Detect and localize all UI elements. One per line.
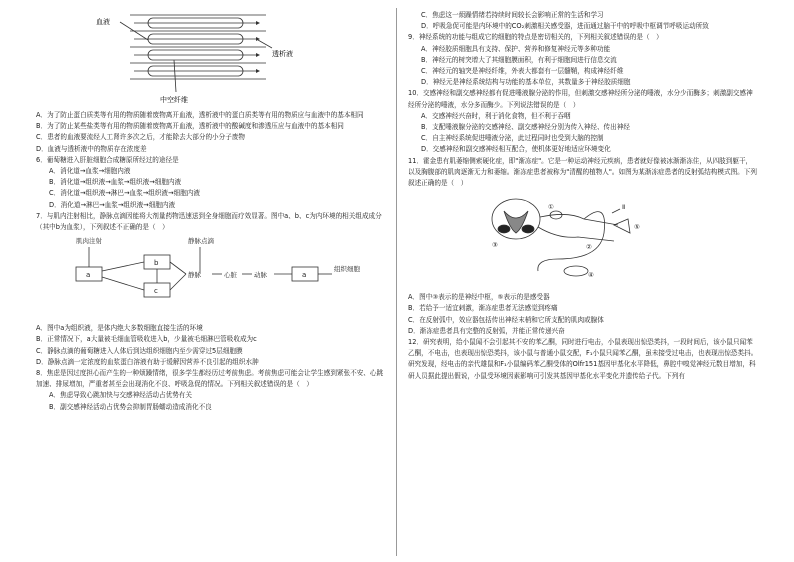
q11-option-d: D．渐冻症患者具有完整的反射弧，并能正常传递兴奋	[408, 326, 565, 335]
q8-option-c: C．焦虑这一烦躁情绪若持续时间较长会影响正常的生活和学习	[421, 11, 604, 19]
q7-option-b: B．正常情况下，a大量被毛细血管吸收进入b，少量被毛细淋巴管吸收成为c	[36, 335, 257, 344]
heart-label: 心脏	[224, 271, 237, 280]
iv-drip-label: 静脉点滴	[188, 237, 214, 246]
box-c-label: c	[154, 287, 158, 296]
q8-option-d: D．呼吸急促可能是内环境中的CO₂刺激相关感受器，进而通过脑干中的呼吸中枢调节呼吸运动所致	[421, 22, 709, 31]
q5-option-c: C．患者的血液要流经人工肾许多次之后，才能除去大部分的小分子废物	[36, 133, 246, 142]
q8-option-a: A．焦虑导致心跳加快与交感神经活动占优势有关	[49, 391, 192, 400]
q10-option-c: C．自主神经系统促进唾液分泌，此过程同时也受到大脑的控制	[421, 134, 604, 143]
q5-option-d: D．血液与透析液中的物质存在浓度差	[36, 144, 147, 153]
label-1: ①	[548, 203, 554, 212]
q9-option-b: B．神经元的树突增大了其细胞膜面积，有利于细胞间进行信息交流	[421, 55, 617, 64]
vein-label: 静脉	[188, 271, 201, 280]
q9-option-a: A．神经胶质细胞具有支持、保护、营养和修复神经元等多种功能	[421, 44, 611, 53]
tissue-cells-label: 组织细胞	[334, 265, 360, 274]
q8-stem: 8．焦虑是因过度担心而产生的一种烦躁情绪，很多学生都经历过考前焦虑。考前焦虑可能会让学生感到紧张不安、心跳加速、排尿增加，严重者甚至会出现消化不良、呼吸急促的情况。下列相关叙述错误的是（ ）	[36, 369, 384, 389]
q6-stem: 6．葡萄糖进入肝脏细胞合成糖原所经过的途径是	[36, 155, 179, 164]
dialysate-label: 透析液	[272, 50, 293, 58]
q11-option-b: B．若给予一适宜刺激，渐冻症患者无法感觉到疼痛	[408, 304, 558, 313]
q6-option-a: A．消化道→血浆→细胞内液	[49, 167, 131, 176]
q10-stem: 10．交感神经和副交感神经都有促进唾液腺分泌的作用，但刺激交感神经所分泌的唾液，水分少而酶多；刺激副交感神经所分泌的唾液，水分多而酶少。下列说法错误的是（ ）	[408, 89, 753, 109]
dialysis-figure	[36, 10, 384, 110]
reflex-arc-figure	[408, 189, 758, 292]
q9-option-c: C．神经元的轴突是神经纤维，外表大都套有一层髓鞘，构成神经纤维	[421, 67, 624, 76]
label-5: ⑤	[634, 223, 640, 232]
reflex-arc-diagram	[408, 189, 758, 292]
label-II: Ⅱ	[622, 203, 626, 212]
q7-option-a: A．图中a为组织液，是体内绝大多数细胞直接生活的环境	[36, 324, 203, 333]
q12-text: 12．研究表明，给小鼠闻不会引起其不安的苯乙酮，同时进行电击，小鼠表现出惊恐类抖，一段时间后，该小鼠只闻苯乙酮，不电击，也表现出惊恐类抖，该小鼠与普通小鼠交配，F₁小鼠只闻苯乙酮，虽未接受过电击，也表现出惊恐类抖。研究发现，经电击的亲代雄鼠和F₁小鼠编码苯乙酮受体的Olfr151基因甲基化水平降低，鼻腔中嗅觉神经元数目增加，科研人员据此提出假说，小鼠受环境因素影响可引发其基因甲基化水平变化并遗传给子代。下列有	[408, 338, 758, 380]
q7-option-d: D．静脉点滴一定浓度的血浆蛋白溶液有助于缓解因营养不良引起的组织水肿	[36, 357, 259, 366]
q6-option-d: D．消化道→淋巴→血浆→组织液→细胞内液	[49, 200, 176, 209]
q11-option-a: A．图中③表示的是神经中枢，⑤表示的是感受器	[408, 293, 550, 302]
box-a2-label: a	[302, 271, 307, 280]
box-b-label: b	[154, 259, 159, 268]
q9-option-d: D．神经元是神经系统结构与功能的基本单位，其数量多于神经胶质细胞	[421, 78, 631, 87]
blood-label: 血液	[96, 18, 110, 26]
hollow-fiber-diagram	[36, 10, 384, 110]
q6-option-c: C．消化道→组织液→淋巴→血浆→组织液→细胞内液	[49, 189, 200, 198]
q9-stem: 9．神经系统的功能与组成它的细胞的特点是密切相关的，下列相关叙述错误的是（ ）	[408, 33, 663, 42]
q5-option-a: A．为了防止蛋白质类等有用的物质随着废物离开血液，透析液中的蛋白质类等有用的物质应与血液中的基本相同	[36, 111, 364, 119]
box-a-label: a	[86, 271, 91, 280]
q7-stem: 7．与肌内注射相比，静脉点滴因能将大剂量药物迅速送到全身细胞而疗效显著。图中a、b、c为内环境的相关组成成分（其中b为血浆），下列叙述不正确的是（ ）	[36, 211, 382, 232]
q10-option-b: B．支配唾液腺分泌的交感神经、副交感神经分别为传入神经、传出神经	[421, 123, 630, 132]
injection-figure	[36, 233, 384, 323]
q10-option-d: D．交感神经和副交感神经相互配合，使机体更好地适应环境变化	[421, 145, 611, 154]
left-column	[36, 10, 384, 413]
q6-option-b: B．消化道→组织液→血浆→组织液→细胞内液	[49, 178, 182, 187]
im-injection-label: 肌肉注射	[76, 237, 102, 246]
label-4: ④	[588, 271, 594, 280]
q5-option-b: B．为了防止某些盐类等有用的物质随着废物离开血液，透析液中的酸碱度和渗透压应与血液中的基本相同	[36, 122, 344, 131]
effector-muscle	[564, 266, 588, 276]
q7-option-c: C．静脉点滴的葡萄糖进入人体后到达组织细胞内至少需穿过5层细胞膜	[36, 346, 243, 355]
column-divider	[396, 8, 397, 556]
label-2: ②	[586, 243, 592, 252]
q10-option-a: A．交感神经兴奋时，利于消化食物，但不利于吞咽	[421, 111, 571, 120]
hollow-fiber-label: 中空纤维	[160, 96, 188, 104]
right-column	[408, 10, 758, 382]
q11-stem: 11．霍金患有肌萎缩侧索硬化症，即"渐冻症"。它是一种运动神经元疾病，患者就好像被冰渐渐冻住，从四肢到躯干，以及胸腹部的肌肉逐渐无力和萎缩。渐冻症患者被称为"清醒的植物人"。如图为某渐冻症患者的反射弧结构模式图。下列叙述正确的是（ ）	[408, 156, 757, 188]
artery-label: 动脉	[254, 271, 267, 280]
q8-option-b: B．副交感神经活动占优势会抑制胃肠蠕动造成消化不良	[49, 402, 212, 411]
label-3: ③	[492, 241, 498, 250]
q11-option-c: C．在反射弧中，效应器包括传出神经末梢和它所支配的肌肉或腺体	[408, 315, 604, 324]
internal-environment-diagram	[36, 233, 384, 323]
